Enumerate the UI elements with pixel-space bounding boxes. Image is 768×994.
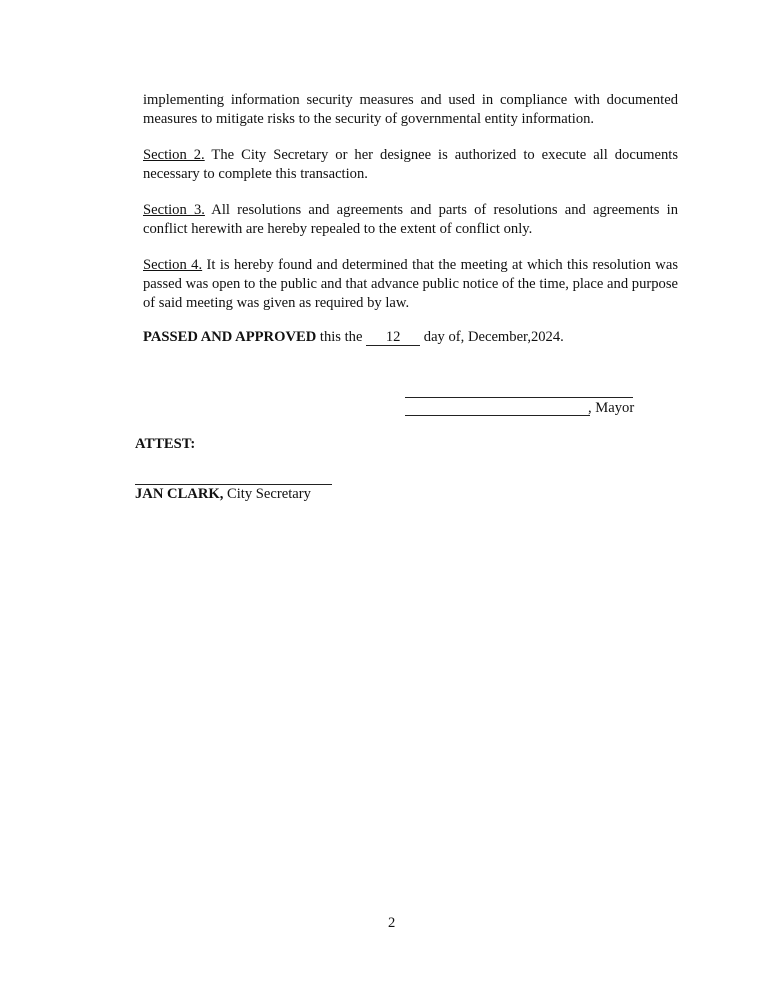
paragraph-intro	[143, 91, 678, 129]
page-number: 2	[388, 915, 396, 931]
attest-label: ATTEST:	[135, 436, 196, 452]
secretary-label	[135, 486, 311, 503]
secretary-name: JAN CLARK,	[135, 486, 224, 502]
paragraph-intro-text: implementing information security measures and used in compliance with documented measures to mitigate risks to the security of governmental entity information.	[143, 92, 678, 127]
mayor-signature-line	[405, 415, 590, 416]
secretary-signature-line	[135, 484, 332, 485]
section-3-text: All resolutions and agreements and parts of resolutions and agreements in conflict herewith are hereby repealed to the extent of conflict only.	[143, 202, 678, 237]
section-2-text: The City Secretary or her designee is authorized to execute all documents necessary to complete this transaction.	[143, 147, 678, 182]
mayor-label	[588, 400, 634, 417]
section-3	[143, 201, 678, 239]
passed-approved-label: PASSED AND APPROVED	[143, 329, 317, 345]
section-3-label: Section 3.	[143, 202, 205, 218]
passed-approved-mid: this the	[316, 329, 367, 345]
section-2	[143, 146, 678, 184]
passed-day-blank	[366, 329, 420, 346]
passed-approved-line	[143, 329, 564, 346]
section-4-label: Section 4.	[143, 257, 203, 273]
secretary-title: City Secretary	[223, 486, 311, 502]
section-4-text: It is hereby found and determined that the meeting at which this resolution was passed was open to the public and that advance public notice of the time, place and purpose of said meeting was given as required by law.	[143, 257, 679, 311]
section-2-label: Section 2.	[143, 147, 205, 163]
section-4	[143, 256, 678, 313]
passed-approved-end: day of, December,2024.	[420, 329, 564, 345]
mayor-suffix: , Mayor	[588, 400, 635, 416]
passed-day-value: 12	[385, 329, 401, 345]
signature-line-top	[405, 397, 633, 398]
